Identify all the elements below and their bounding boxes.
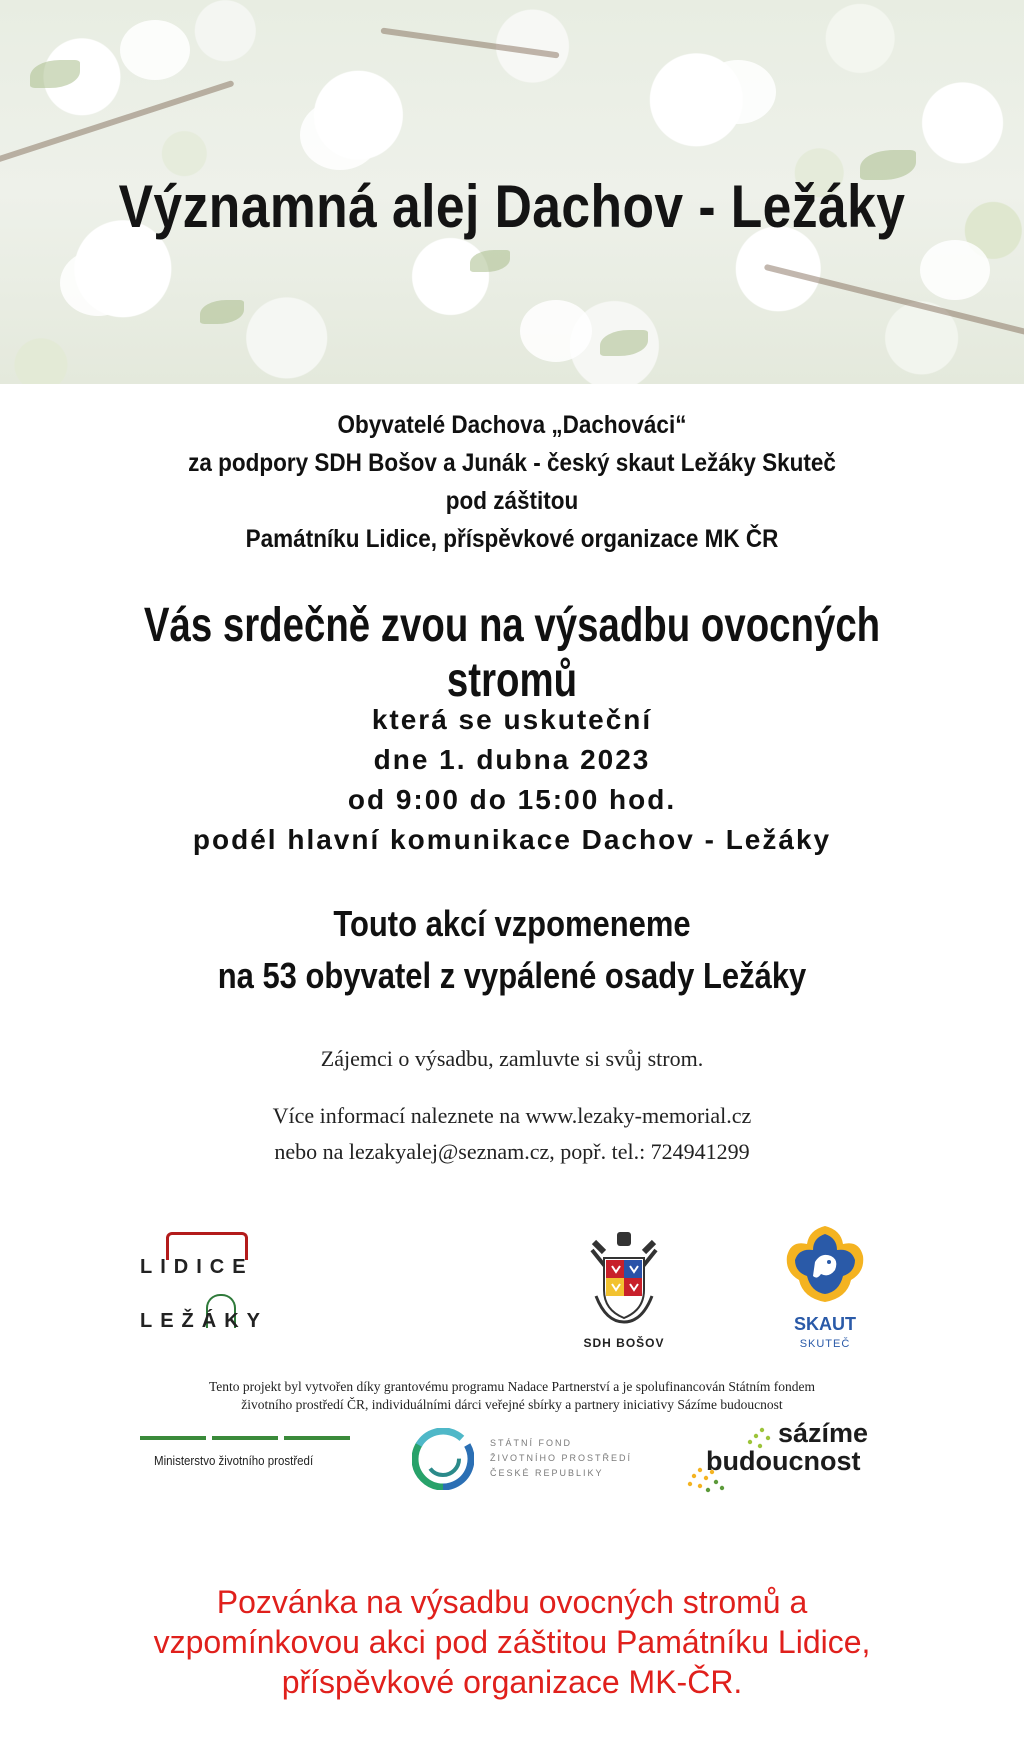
lidice-wordmark: LIDICE [140,1256,254,1278]
organizers-line-1: Obyvatelé Dachova „Dachováci“ [337,411,687,439]
sfzp-line-2: ŽIVOTNÍHO PROSTŘEDÍ [490,1453,633,1463]
organizers-line-2: za podpory SDH Bošov a Junák - český skaut Ležáky Skuteč [188,449,836,477]
reserve-info: Zájemci o výsadbu, zamluvte si svůj strom. [320,1046,704,1071]
contact-info [0,1098,1024,1170]
event-location: podél hlavní komunikace Dachov - Ležáky [192,824,832,855]
budoucnost-word: budoucnost [706,1446,861,1476]
sfzp-line-1: STÁTNÍ FOND [490,1438,572,1448]
skaut-logo [770,1222,880,1358]
mzp-label: Ministerstvo životního prostředí [154,1454,314,1468]
hero-blossom-background [0,0,1024,384]
remembrance-line-2: na 53 obyvatel z vypálené osady Ležáky [217,955,807,996]
lidice-lezaky-logo [140,1232,280,1342]
fire-brigade-emblem-icon [586,1230,662,1326]
event-time: od 9:00 do 15:00 hod. [347,784,677,815]
grant-line-2: životního prostředí ČR, individuálními dárci veřejné sbírky a partnery iniciativy Sázíme budoucnost [241,1397,783,1412]
circular-swirl-logo-icon [412,1428,474,1490]
page-title: Významná alej Dachov - Ležáky [118,173,906,240]
remembrance-block [0,898,1024,1002]
grant-statement [0,1378,1024,1414]
invitation-text: Vás srdečně zvou na výsadbu ovocných stromů [143,599,881,707]
sdh-label: SDH BOŠOV [583,1336,665,1350]
ministry-environment-logo [140,1436,360,1476]
sdh-bosov-logo [564,1222,684,1358]
lezaky-wordmark: LEŽÁKY [140,1310,268,1332]
sfzp-text [490,1436,632,1481]
footer-line-2: vzpomínkovou akci pod záštitou Památníku Lidice, [153,1624,871,1660]
state-environmental-fund-logo [412,1428,652,1494]
sazime-word: sázíme [778,1418,869,1448]
footer-line-3: příspěvkové organizace MK-ČR. [281,1664,743,1700]
event-line-1: která se uskuteční [371,704,653,735]
footer-line-1: Pozvánka na výsadbu ovocných stromů a [216,1584,808,1620]
sfzp-line-3: ČESKÉ REPUBLIKY [490,1468,604,1478]
organizers-block [0,406,1024,558]
skaut-wordmark: SKAUT [794,1314,856,1334]
scout-lily-emblem-icon [783,1222,867,1306]
event-date: dne 1. dubna 2023 [373,744,651,775]
event-details [0,700,1024,860]
more-info-text: Více informací naleznete na www.lezaky-memorial.cz [272,1103,752,1128]
remembrance-line-1: Touto akcí vzpomeneme [333,903,691,944]
organizers-line-3: pod záštitou [445,487,579,515]
organizers-line-4: Památníku Lidice, příspěvkové organizace MK ČR [245,525,779,553]
invitation-heading [0,598,1024,708]
grant-line-1: Tento projekt byl vytvořen díky grantovému programu Nadace Partnerství a je spolufinancován Státním fondem [208,1379,816,1394]
sazime-budoucnost-logo [686,1418,896,1498]
mzp-bar-icon [140,1436,206,1440]
contact-text: nebo na lezakyalej@seznam.cz, popř. tel.: 724941299 [274,1139,750,1164]
skaut-subtitle: SKUTEČ [799,1338,851,1350]
footer-caption [0,1582,1024,1702]
